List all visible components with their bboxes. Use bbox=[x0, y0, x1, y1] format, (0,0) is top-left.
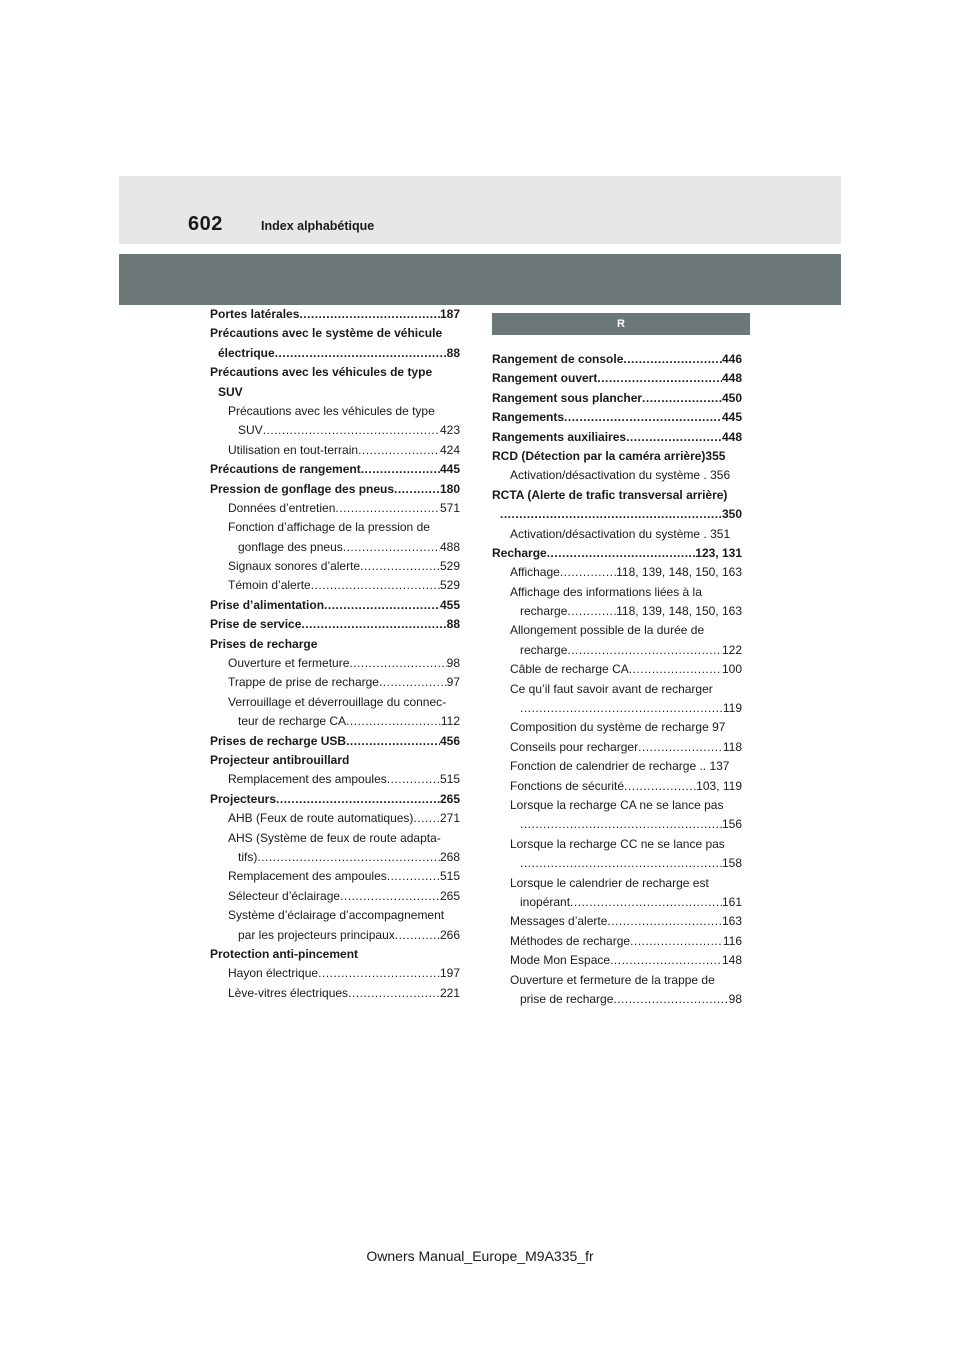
dot-leader bbox=[299, 305, 440, 324]
dot-leader bbox=[379, 673, 447, 692]
index-entry bbox=[492, 525, 742, 544]
footer-text: Owners Manual_Europe_M9A335_fr bbox=[366, 1248, 594, 1264]
entry-label: Composition du système de recharge 97 bbox=[510, 720, 726, 735]
dot-leader bbox=[324, 596, 440, 615]
index-entry bbox=[492, 990, 742, 1009]
index-entry bbox=[210, 557, 460, 576]
entry-page: 448 bbox=[721, 371, 742, 386]
entry-page: 97 bbox=[446, 675, 460, 690]
entry-page: 515 bbox=[439, 772, 460, 787]
dot-leader bbox=[346, 732, 440, 751]
letter-heading-r: R bbox=[492, 313, 750, 335]
letter-r-entries bbox=[492, 350, 742, 1009]
entry-label: Rangement ouvert bbox=[492, 371, 598, 386]
entry-page: 445 bbox=[439, 462, 460, 477]
dot-leader bbox=[629, 660, 722, 679]
index-entry bbox=[210, 712, 460, 731]
index-entry bbox=[492, 447, 742, 466]
index-entry bbox=[492, 912, 742, 931]
entry-label: Activation/désactivation du système . 356 bbox=[510, 468, 731, 483]
dot-leader bbox=[360, 557, 440, 576]
index-entry bbox=[492, 389, 742, 408]
index-entry bbox=[492, 505, 742, 524]
index-entry bbox=[210, 402, 460, 421]
dot-leader bbox=[340, 887, 440, 906]
entry-label: Messages d’alerte bbox=[510, 914, 608, 929]
entry-label: Projecteur antibrouillard bbox=[210, 752, 350, 767]
index-entry bbox=[492, 621, 742, 640]
index-entry bbox=[210, 867, 460, 886]
entry-page: 197 bbox=[439, 966, 460, 981]
entry-label: Signaux sonores d’alerte bbox=[228, 559, 361, 574]
entry-page: 456 bbox=[439, 733, 460, 748]
index-entry bbox=[492, 544, 742, 563]
index-entry bbox=[492, 563, 742, 582]
dot-leader bbox=[520, 699, 723, 718]
entry-label: Précautions avec le système de véhicule bbox=[210, 326, 443, 341]
dot-leader bbox=[567, 641, 722, 660]
index-entry bbox=[210, 421, 460, 440]
dot-leader bbox=[500, 505, 722, 524]
entry-page: 515 bbox=[439, 869, 460, 884]
index-entry bbox=[210, 615, 460, 634]
index-entry bbox=[492, 777, 742, 796]
index-entry bbox=[492, 466, 742, 485]
index-entry bbox=[210, 480, 460, 499]
entry-label: Ce qu’il faut savoir avant de recharger bbox=[510, 681, 713, 696]
dot-leader bbox=[387, 867, 440, 886]
entry-page: 122 bbox=[721, 642, 742, 657]
entry-label: Remplacement des ampoules bbox=[228, 772, 387, 787]
entry-label: teur de recharge CA bbox=[238, 714, 347, 729]
index-entry bbox=[492, 854, 742, 873]
entry-label: électrique bbox=[218, 345, 275, 360]
entry-page: 180 bbox=[439, 481, 460, 496]
index-entry bbox=[210, 770, 460, 789]
index-entry bbox=[492, 835, 742, 854]
dot-leader bbox=[564, 408, 722, 427]
entry-page: 112 bbox=[440, 714, 460, 729]
dot-leader bbox=[257, 848, 440, 867]
dot-leader bbox=[343, 538, 440, 557]
entry-label: Lorsque le calendrier de recharge est bbox=[510, 875, 709, 890]
entry-page: 450 bbox=[721, 390, 742, 405]
dot-leader bbox=[623, 350, 722, 369]
entry-page: 148 bbox=[721, 953, 742, 968]
entry-label: Lorsque la recharge CC ne se lance pas bbox=[510, 836, 725, 851]
entry-page: 529 bbox=[439, 559, 460, 574]
index-entry bbox=[210, 383, 460, 402]
index-entry bbox=[210, 848, 460, 867]
index-entry bbox=[210, 654, 460, 673]
entry-page: 98 bbox=[446, 656, 460, 671]
index-entry bbox=[492, 680, 742, 699]
index-entry bbox=[210, 887, 460, 906]
entry-page: 187 bbox=[439, 307, 460, 321]
entry-label: prise de recharge bbox=[520, 991, 614, 1006]
entry-page: 123, 131 bbox=[695, 545, 742, 560]
entry-label: RCD (Détection par la caméra arrière)355 bbox=[492, 448, 726, 463]
entry-label: RCTA (Alerte de trafic transversal arrière) bbox=[492, 487, 728, 502]
dot-leader bbox=[413, 809, 440, 828]
index-entry bbox=[210, 809, 460, 828]
entry-label: Témoin d’alerte bbox=[228, 578, 311, 593]
index-entry bbox=[492, 951, 742, 970]
dot-leader bbox=[276, 790, 440, 809]
index-entry bbox=[492, 893, 742, 912]
dot-leader bbox=[348, 984, 440, 1003]
index-entry bbox=[492, 408, 742, 427]
header-band bbox=[119, 254, 841, 305]
entry-label: Prise d’alimentation bbox=[210, 597, 325, 612]
entry-page: 158 bbox=[721, 856, 742, 871]
header-bar bbox=[119, 176, 841, 244]
page-number: 602 bbox=[188, 213, 223, 235]
dot-leader bbox=[387, 770, 440, 789]
entry-page: 118, 139, 148, 150, 163 bbox=[616, 604, 742, 619]
entry-page: 266 bbox=[439, 927, 460, 942]
entry-page: 118 bbox=[722, 739, 742, 754]
dot-leader bbox=[624, 777, 696, 796]
dot-leader bbox=[263, 421, 440, 440]
dot-leader bbox=[560, 563, 616, 582]
dot-leader bbox=[642, 389, 722, 408]
index-entry bbox=[210, 596, 460, 615]
entry-label: Prises de recharge USB bbox=[210, 733, 347, 748]
dot-leader bbox=[395, 926, 440, 945]
entry-label: Ouverture et fermeture de la trappe de bbox=[510, 972, 715, 987]
entry-page: 571 bbox=[439, 500, 460, 515]
index-entry bbox=[210, 441, 460, 460]
dot-leader bbox=[358, 441, 440, 460]
entry-label: Utilisation en tout-terrain bbox=[228, 442, 359, 457]
entry-page: 116 bbox=[722, 933, 742, 948]
dot-leader bbox=[597, 369, 722, 388]
index-entry bbox=[210, 945, 460, 964]
index-entry bbox=[210, 673, 460, 692]
entry-label: SUV bbox=[238, 423, 263, 438]
dot-leader bbox=[346, 712, 441, 731]
dot-leader bbox=[311, 576, 440, 595]
dot-leader bbox=[638, 738, 723, 757]
entry-page: 103, 119 bbox=[696, 778, 742, 793]
index-entry bbox=[492, 718, 742, 737]
index-entry bbox=[210, 344, 460, 363]
dot-leader bbox=[318, 964, 440, 983]
index-entry bbox=[492, 602, 742, 621]
entry-label: Mode Mon Espace bbox=[510, 953, 611, 968]
index-entry bbox=[210, 305, 460, 324]
dot-leader bbox=[520, 815, 722, 834]
entry-label: recharge bbox=[520, 604, 568, 619]
dot-leader bbox=[613, 990, 728, 1009]
index-entry bbox=[492, 660, 742, 679]
dot-leader bbox=[630, 932, 723, 951]
entry-page: 455 bbox=[439, 597, 460, 612]
entry-label: inopérant bbox=[520, 894, 571, 909]
dot-leader bbox=[547, 544, 696, 563]
entry-label: Recharge bbox=[492, 545, 547, 560]
section-title: Index alphabétique bbox=[261, 219, 375, 233]
entry-label: tifs) bbox=[238, 849, 258, 864]
dot-leader bbox=[275, 344, 447, 363]
entry-label: SUV bbox=[218, 384, 243, 399]
entry-label: Précautions avec les véhicules de type bbox=[228, 403, 435, 418]
dot-leader bbox=[361, 460, 440, 479]
index-entry bbox=[210, 984, 460, 1003]
index-entry bbox=[210, 576, 460, 595]
entry-page: 88 bbox=[446, 617, 460, 632]
entry-page: 423 bbox=[439, 423, 460, 438]
entry-label: Câble de recharge CA bbox=[510, 662, 629, 677]
index-entry bbox=[210, 964, 460, 983]
index-entry bbox=[492, 796, 742, 815]
entry-page: 88 bbox=[446, 345, 460, 360]
entry-page: 163 bbox=[721, 914, 742, 929]
entry-page: 529 bbox=[439, 578, 460, 593]
entry-label: Protection anti-pincement bbox=[210, 946, 359, 961]
dot-leader bbox=[610, 951, 722, 970]
entry-page: 265 bbox=[439, 791, 460, 806]
entry-page: 118, 139, 148, 150, 163 bbox=[616, 565, 742, 580]
entry-label: gonflage des pneus bbox=[238, 539, 343, 554]
index-entry bbox=[210, 693, 460, 712]
index-column-right bbox=[492, 305, 742, 1009]
entry-label: Lorsque la recharge CA ne se lance pas bbox=[510, 797, 724, 812]
index-entry bbox=[210, 790, 460, 809]
entry-page: 268 bbox=[439, 849, 460, 864]
entry-page: 100 bbox=[721, 662, 742, 677]
entry-label: Rangements bbox=[492, 410, 565, 425]
index-entry bbox=[210, 635, 460, 654]
index-column-left bbox=[210, 305, 460, 1003]
index-entry bbox=[210, 324, 460, 343]
entry-label: Hayon électrique bbox=[228, 966, 319, 981]
index-entry bbox=[210, 518, 460, 537]
dot-leader bbox=[335, 499, 440, 518]
entry-page: 488 bbox=[439, 539, 460, 554]
entry-label: Précautions avec les véhicules de type bbox=[210, 365, 433, 380]
entry-page: 350 bbox=[721, 507, 742, 522]
index-entry bbox=[492, 757, 742, 776]
entry-page: 98 bbox=[728, 991, 742, 1006]
index-entry bbox=[210, 499, 460, 518]
index-entry bbox=[492, 641, 742, 660]
index-entry bbox=[210, 538, 460, 557]
entry-label: Trappe de prise de recharge bbox=[228, 675, 379, 690]
entry-label: Système d’éclairage d’accompagnement bbox=[228, 908, 445, 923]
entry-page: 271 bbox=[439, 811, 460, 826]
index-entry bbox=[492, 971, 742, 990]
index-entry bbox=[210, 829, 460, 848]
index-entry bbox=[210, 363, 460, 382]
entry-label: Rangement de console bbox=[492, 352, 624, 366]
entry-label: par les projecteurs principaux bbox=[238, 927, 395, 942]
entry-label: Fonction de calendrier de recharge .. 137 bbox=[510, 759, 730, 774]
index-entry bbox=[492, 486, 742, 505]
dot-leader bbox=[520, 854, 722, 873]
entry-page: 446 bbox=[721, 352, 742, 366]
index-entry bbox=[492, 369, 742, 388]
entry-label: Prises de recharge bbox=[210, 636, 318, 651]
entry-page: 119 bbox=[722, 701, 742, 716]
index-entry bbox=[210, 460, 460, 479]
index-entry bbox=[492, 350, 742, 369]
index-entry bbox=[492, 428, 742, 447]
entry-label: Remplacement des ampoules bbox=[228, 869, 387, 884]
entry-page: 221 bbox=[439, 985, 460, 1000]
entry-label: Sélecteur d’éclairage bbox=[228, 888, 341, 903]
entry-label: recharge bbox=[520, 642, 568, 657]
dot-leader bbox=[607, 912, 722, 931]
index-entry bbox=[492, 874, 742, 893]
entry-page: 161 bbox=[721, 894, 742, 909]
dot-leader bbox=[301, 615, 446, 634]
entry-label: Prise de service bbox=[210, 617, 302, 632]
dot-leader bbox=[570, 893, 722, 912]
entry-label: Affichage bbox=[510, 565, 560, 580]
entry-label: Fonction d’affichage de la pression de bbox=[228, 520, 430, 535]
entry-page: 448 bbox=[721, 429, 742, 444]
entry-label: Projecteurs bbox=[210, 791, 277, 806]
entry-page: 265 bbox=[439, 888, 460, 903]
entry-label: Rangement sous plancher bbox=[492, 390, 643, 405]
entry-label: Méthodes de recharge bbox=[510, 933, 631, 948]
entry-page: 445 bbox=[721, 410, 742, 425]
entry-label: Portes latérales bbox=[210, 307, 300, 321]
entry-label: Pression de gonflage des pneus bbox=[210, 481, 395, 496]
entry-label: Données d’entretien bbox=[228, 500, 336, 515]
entry-label: Ouverture et fermeture bbox=[228, 656, 350, 671]
index-entry bbox=[492, 699, 742, 718]
entry-label: Allongement possible de la durée de bbox=[510, 623, 705, 638]
index-entry bbox=[210, 751, 460, 770]
dot-leader bbox=[626, 428, 722, 447]
index-entry bbox=[210, 906, 460, 925]
entry-label: AHS (Système de feux de route adapta- bbox=[228, 830, 441, 845]
dot-leader bbox=[349, 654, 446, 673]
dot-leader bbox=[394, 480, 440, 499]
entry-label: Activation/désactivation du système . 351 bbox=[510, 526, 731, 541]
index-entry bbox=[210, 732, 460, 751]
entry-page: 156 bbox=[721, 817, 742, 832]
index-entry bbox=[492, 932, 742, 951]
entry-label: Verrouillage et déverrouillage du connec- bbox=[228, 694, 447, 709]
index-entry bbox=[492, 738, 742, 757]
index-entry bbox=[492, 583, 742, 602]
entry-page: 424 bbox=[439, 442, 460, 457]
entry-label: Fonctions de sécurité bbox=[510, 778, 625, 793]
entry-label: Rangements auxiliaires bbox=[492, 429, 627, 444]
dot-leader bbox=[567, 602, 616, 621]
index-entry bbox=[210, 926, 460, 945]
entry-label: Conseils pour recharger bbox=[510, 739, 639, 754]
entry-label: AHB (Feux de route automatiques) bbox=[228, 811, 414, 826]
entry-label: Affichage des informations liées à la bbox=[510, 584, 702, 599]
entry-label: Précautions de rangement bbox=[210, 462, 361, 477]
index-entry bbox=[492, 815, 742, 834]
entry-label: Lève-vitres électriques bbox=[228, 985, 349, 1000]
